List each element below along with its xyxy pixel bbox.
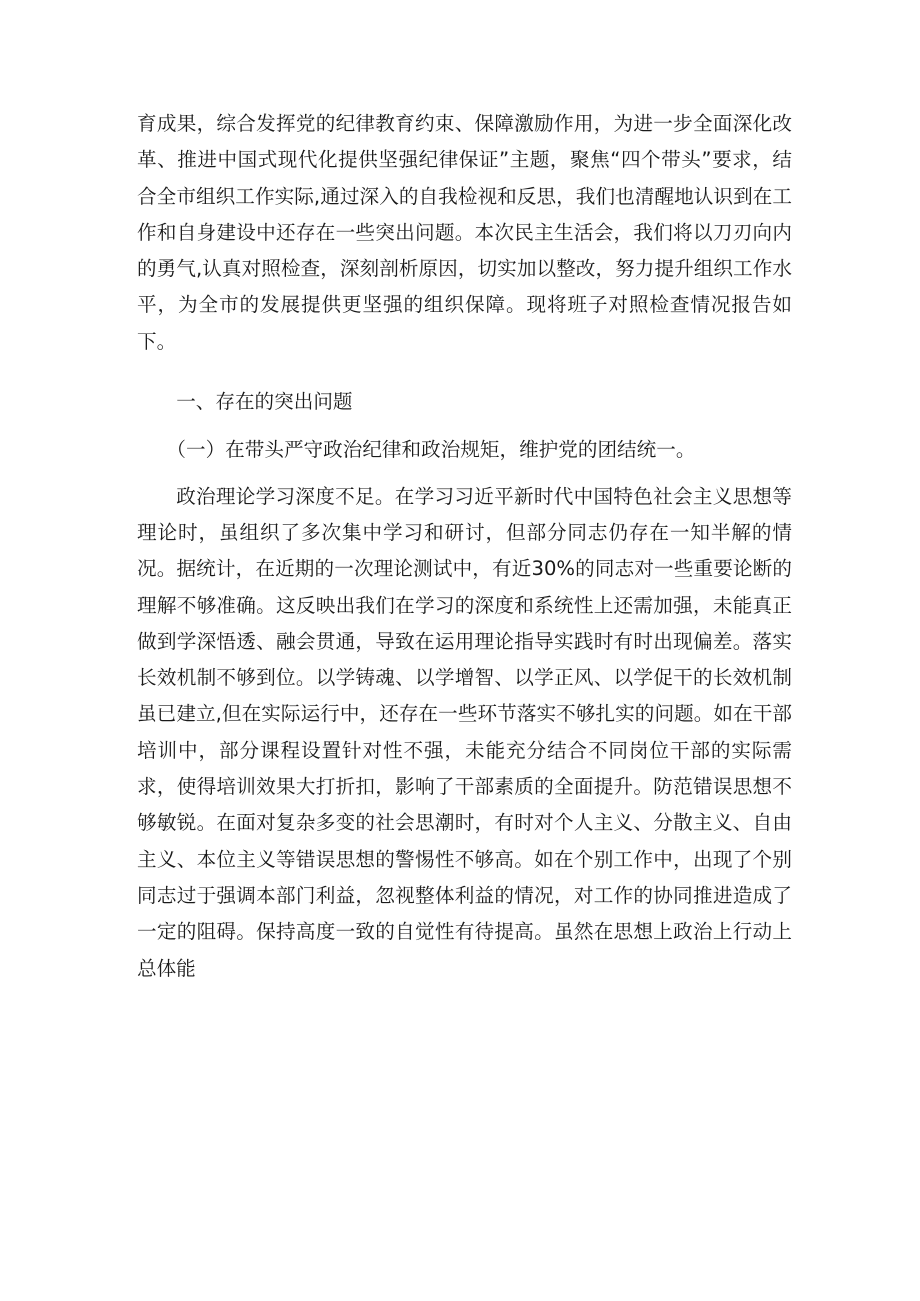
body-paragraph: 政治理论学习深度不足。在学习习近平新时代中国特色社会主义思想等理论时，虽组织了多次集中学习和研讨，但部分同志仍存在一知半解的情况。据统计，在近期的一次理论测试中，有近30%的同志对一些重要论断的理解不够准确。这反映出我们在学习的深度和系统性上还需加强，未能真正做到学深悟透、融会贯通，导致在运用理论指导实践时有时出现偏差。落实长效机制不够到位。以学铸魂、以学增智、以学正风、以学促干的长效机制虽已建立,但在实际运行中，还存在一些环节落实不够扎实的问题。如在干部培训中，部分课程设置针对性不强，未能充分结合不同岗位干部的实际需求，使得培训效果大打折扣，影响了干部素质的全面提升。防范错误思想不够敏锐。在面对复杂多变的社会思潮时，有时对个人主义、分散主义、自由主义、本位主义等错误思想的警惕性不够高。如在个别工作中，出现了个别同志过于强调本部门利益，忽视整体利益的情况，对工作的协同推进造成了一定的阻碍。保持高度一致的自觉性有待提高。虽然在思想上政治上行动上总体能 bbox=[137, 484, 792, 980]
subsection-heading: （一）在带头严守政治纪律和政治规矩，维护党的团结统一。 bbox=[166, 438, 696, 462]
opening-paragraph: 育成果，综合发挥党的纪律教育约束、保障激励作用，为进一步全面深化改革、推进中国式现代化提供坚强纪律保证”主题，聚焦“四个带头”要求，结合全市组织工作实际,通过深入的自我检视和反思，我们也清醒地认识到在工作和自身建设中还存在一些突出问题。本次民主生活会，我们将以刀刃向内的勇气,认真对照检查，深刻剖析原因，切实加以整改，努力提升组织工作水平，为全市的发展提供更坚强的组织保障。现将班子对照检查情况报告如下。 bbox=[137, 112, 792, 353]
document-body bbox=[137, 106, 792, 987]
section-heading: 一、存在的突出问题 bbox=[176, 390, 353, 414]
